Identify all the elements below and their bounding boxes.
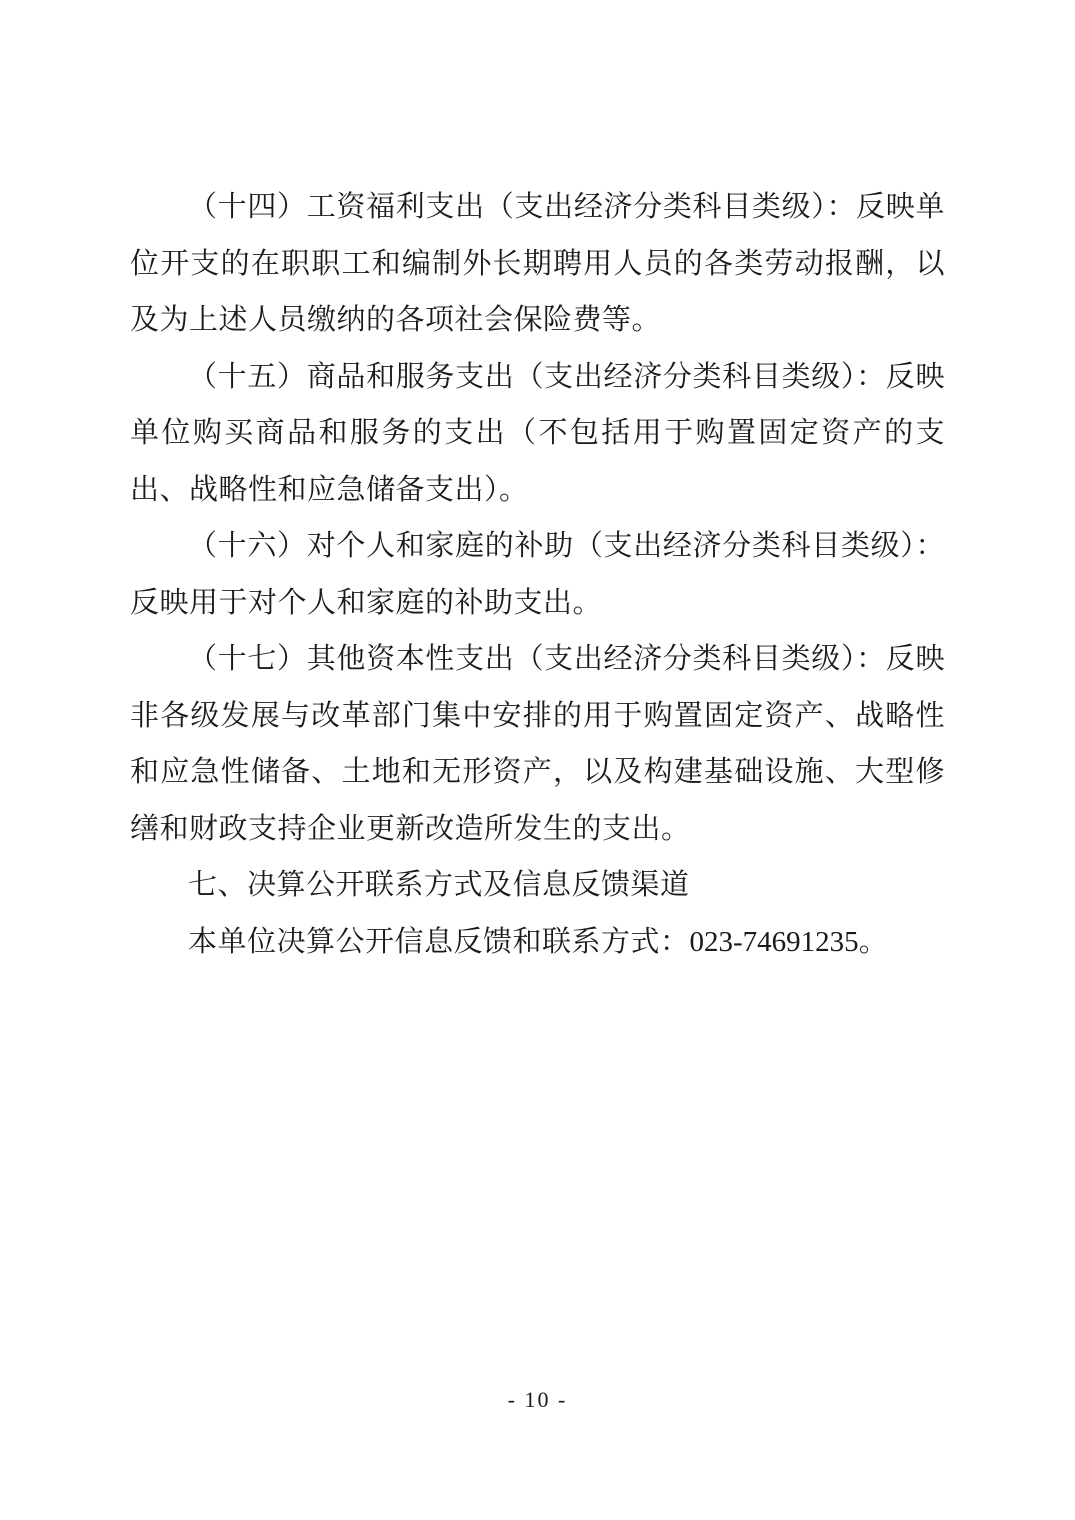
contact-label: 本单位决算公开信息反馈和联系方式： (188, 923, 690, 958)
paragraph-other-capital-expenditure: （十七）其他资本性支出（支出经济分类科目类级）：反映非各级发展与改革部门集中安排的用于购置固定资产、战略性和应急性储备、土地和无形资产，以及构建基础设施、大型修缮和财政支持企业更新改造所发生的支出。 (130, 641, 945, 845)
section-heading-contact: 七、决算公开联系方式及信息反馈渠道 (188, 867, 690, 901)
paragraph-wage-welfare-expenditure: （十四）工资福利支出（支出经济分类科目类级）：反映单位开支的在职职工和编制外长期聘用人员的各类劳动报酬，以及为上述人员缴纳的各项社会保险费等。 (130, 189, 945, 336)
paragraph-contact-info (130, 913, 945, 971)
page-number: - 10 - (507, 1387, 568, 1412)
document-body (130, 178, 945, 970)
contact-phone: 023-74691235 (689, 925, 859, 958)
paragraph-household-subsidy: （十六）对个人和家庭的补助（支出经济分类科目类级）：反映用于对个人和家庭的补助支出。 (130, 528, 945, 619)
contact-end-mark: 。 (858, 923, 889, 958)
paragraph-goods-services-expenditure: （十五）商品和服务支出（支出经济分类科目类级）：反映单位购买商品和服务的支出（不包括用于购置固定资产的支出、战略性和应急储备支出）。 (130, 358, 945, 506)
